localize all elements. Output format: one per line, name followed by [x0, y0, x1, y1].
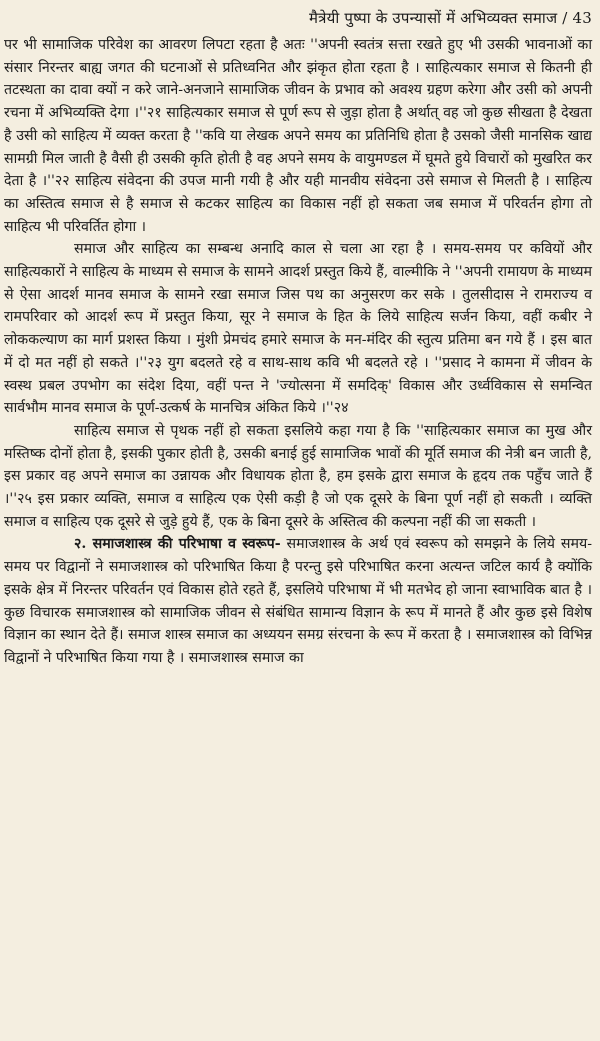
section-heading: २. समाजशास्त्र की परिभाषा व स्वरूप- [74, 536, 281, 553]
paragraph-2: समाज और साहित्य का सम्बन्ध अनादि काल से चला आ रहा है । समय-समय पर कवियों और साहित्यकारों ने साहित्य के माध्यम से समाज के सामने आदर्श प्रस्तुत किये हैं, वाल्मीकि ने ''अपनी रामायण के माध्यम से ऐसा आदर्श मानव समाज के सामने रखा समाज जिस पथ का अनुसरण कर सके । तुलसीदास ने रामराज्य व रामपरिवार को आदर्श रूप में प्रस्तुत किया, सूर ने समाज के हित के लिये साहित्य सर्जन किया, वहीं कबीर ने लोककल्याण का मार्ग प्रशस्त किया । मुंशी प्रेमचंद हमारे समाज के मन-मंदिर की स्तुत्य प्रतिमा बन गये हैं । इस बात में दो मत नहीं हो सकते ।''२३ युग बदलते रहे व साथ-साथ कवि भी बदलते रहे । ''प्रसाद ने कामना में जीवन के स्वस्थ प्रबल उपभोग का संदेश दिया, वहीं पन्त ने 'ज्योत्सना में समदिक्' विकास और उर्ध्वविकास से समन्वित सार्वभौम मानव समाज के पूर्ण-उत्कर्ष के मानचित्र अंकित किये ।''२४ [4, 241, 592, 417]
section-paragraph [4, 533, 592, 669]
paragraph-3: साहित्य समाज से पृथक नहीं हो सकता इसलिये कहा गया है कि ''साहित्यकार समाज का मुख और मस्तिष्क दोनों होता है, इसकी पुकार होती है, उसकी बनाई हुई सामाजिक भावों की मूर्ति समाज की नेत्री बन जाती है, इस प्रकार वह अपने समाज का उन्नायक और विधायक होता है, हम इसके द्वारा समाज के हृदय तक पहुँच जाते हैं ।''२५ इस प्रकार व्यक्ति, समाज व साहित्य एक ऐसी कड़ी है जो एक दूसरे के बिना पूर्ण नहीं हो सकती । व्यक्ति समाज व साहित्य एक दूसरे से जुड़े हुये हैं, एक के बिना दूसरे के अस्तित्व की कल्पना नहीं की जा सकती । [4, 422, 592, 530]
body-text [4, 34, 592, 670]
running-head: मैत्रेयी पुष्पा के उपन्यासों में अभिव्यक्त समाज / 43 [309, 9, 592, 27]
section-text: समाजशास्त्र के अर्थ एवं स्वरूप को समझने के लिये समय-समय पर विद्वानों ने समाजशास्त्र को परिभाषित किया है परन्तु इसे परिभाषित करना अत्यन्त जटिल कार्य है क्योंकि इसके क्षेत्र में निरन्तर परिवर्तन एवं विकास होते रहते हैं, इसलिये परिभाषा में भी मतभेद हो जाना स्वाभाविक बात है । कुछ विचारक समाजशास्त्र को सामाजिक जीवन से संबंधित सामान्य विज्ञान के रूप में मानते हैं और कुछ इसे विशेष विज्ञान का स्थान देते हैं। समाज शास्त्र समाज का अध्ययन समग्र संरचना के रूप में करता है । समाजशास्त्र को विभिन्न विद्वानों ने परिभाषित किया गया है । समाजशास्त्र समाज का [4, 536, 592, 666]
paragraph-1: पर भी सामाजिक परिवेश का आवरण लिपटा रहता है अतः ''अपनी स्वतंत्र सत्ता रखते हुए भी उसकी भावनाओं का संसार निरन्तर बाह्य जगत की घटनाओं से प्रतिध्वनित और झंकृत होता रहता है । साहित्यकार समाज से कितनी ही तटस्थता का दावा क्यों न करे जाने-अनजाने सामाजिक जीवन के प्रभाव को अवश्य ग्रहण करेगा और उसी को अपनी रचना में अभिव्यक्ति देगा ।''२१ साहित्यकार समाज से पूर्ण रूप से जुड़ा होता है अर्थात् वह जो कुछ सीखता है देखता है उसी को साहित्य में व्यक्त करता है ''कवि या लेखक अपने समय का प्रतिनिधि होता है उसको जैसी मानसिक खाद्य सामग्री मिल जाती है वैसी ही उसकी कृति होती है वह अपने समय के वायुमण्डल में घूमते हुये विचारों को मुखरित कर देता है ।''२२ साहित्य संवेदना की उपज मानी गयी है और यही मानवीय संवेदना उसे समाज से मिलती है । साहित्य का अस्तित्व समाज से है समाज से कटकर साहित्य का विकास नहीं हो सकता जब समाज में परिवर्तन होगा तो साहित्य भी परिवर्तित होगा । [4, 37, 592, 235]
